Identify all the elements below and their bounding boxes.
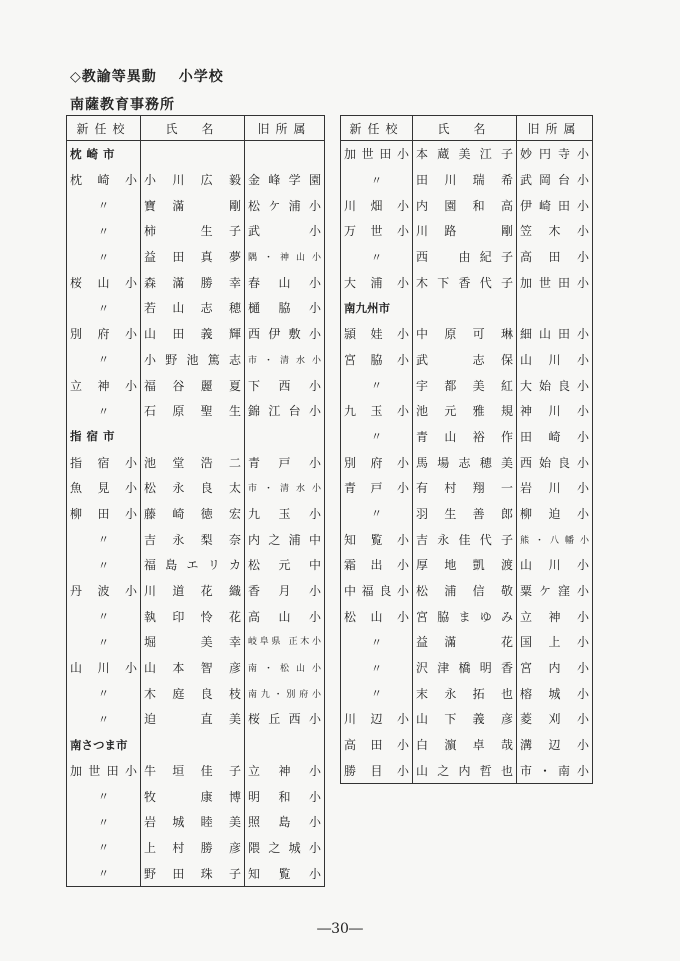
table-header-row <box>67 116 325 141</box>
school-cell: 〃 <box>341 501 413 527</box>
school-cell: 〃 <box>341 680 413 706</box>
school-cell: 〃 <box>67 783 141 809</box>
table-row <box>67 192 325 218</box>
teacher-name-cell: 沢津橋明香 <box>413 655 517 681</box>
previous-post-cell: 内之浦中 <box>248 532 321 547</box>
table-row <box>67 475 325 501</box>
teacher-name-cell: 松永良太 <box>141 475 245 501</box>
previous-post-cell: 西伊敷小 <box>248 327 321 342</box>
previous-post-cell: 松ケ浦小 <box>248 198 321 213</box>
teacher-name-cell: 松浦信敬 <box>413 578 517 604</box>
table-row <box>341 192 593 218</box>
previous-post-cell: 知覧小 <box>248 866 321 881</box>
table-row <box>67 372 325 398</box>
previous-post-cell: 山川小 <box>520 558 589 573</box>
previous-post-cell: 下西小 <box>248 378 321 393</box>
teacher-name-cell: 池堂浩二 <box>141 449 245 475</box>
table-row <box>341 141 593 167</box>
previous-post-cell: 国上小 <box>520 635 589 650</box>
previous-post-cell: 春山小 <box>248 275 321 290</box>
teacher-name-cell: 末永拓也 <box>413 680 517 706</box>
table-row <box>341 218 593 244</box>
empty-cell <box>245 732 325 758</box>
previous-post-cell: 香月小 <box>248 584 321 599</box>
teacher-name-cell: 牛垣佳子 <box>141 758 245 784</box>
empty-cell <box>141 424 245 450</box>
empty-cell <box>245 141 325 167</box>
table-row <box>67 218 325 244</box>
table-row <box>341 680 593 706</box>
previous-post-cell: 桜丘西小 <box>248 712 321 727</box>
previous-post-cell: 粟ケ窪小 <box>520 584 589 599</box>
previous-post-cell: 岩川小 <box>520 481 589 496</box>
teacher-name-cell: 木下香代子 <box>413 269 517 295</box>
school-cell: 勝目小 <box>341 758 413 784</box>
teacher-name-cell: 益滿 花 <box>413 629 517 655</box>
section-heading <box>70 66 224 86</box>
school-cell: 九玉小 <box>341 398 413 424</box>
teacher-name-cell: 石原聖生 <box>141 398 245 424</box>
table-row <box>67 835 325 861</box>
city-label: 枕崎市 <box>67 141 141 167</box>
previous-post-cell: 細山田小 <box>520 327 589 342</box>
teacher-name-cell: 森滿勝幸 <box>141 269 245 295</box>
table-row <box>67 501 325 527</box>
school-cell: 〃 <box>67 680 141 706</box>
teacher-name-cell: 牧 康博 <box>141 783 245 809</box>
teacher-name-cell: 山本智彦 <box>141 655 245 681</box>
school-cell: 〃 <box>67 860 141 886</box>
previous-post-cell: 神川小 <box>520 404 589 419</box>
school-cell: 〃 <box>67 526 141 552</box>
empty-cell <box>517 295 593 321</box>
school-cell: 〃 <box>341 372 413 398</box>
school-cell: 立神小 <box>67 372 141 398</box>
table-row <box>341 244 593 270</box>
school-cell: 〃 <box>341 244 413 270</box>
table-row <box>341 732 593 758</box>
school-cell: 〃 <box>67 218 141 244</box>
table-row <box>67 860 325 886</box>
previous-post-cell: 田崎小 <box>520 429 589 444</box>
table-row <box>341 424 593 450</box>
school-cell: 〃 <box>341 655 413 681</box>
column-header-school: 新任校 <box>67 116 141 141</box>
teacher-name-cell: 山之内哲也 <box>413 758 517 784</box>
table-row <box>341 167 593 193</box>
column-header-prev: 旧所属 <box>517 116 593 141</box>
previous-post-cell: 錦江台小 <box>248 404 321 419</box>
right-roster-table <box>340 115 593 784</box>
teacher-name-cell: 内園和高 <box>413 192 517 218</box>
previous-post-cell: 加世田小 <box>520 275 589 290</box>
school-cell: 川辺小 <box>341 706 413 732</box>
teacher-name-cell: 本蔵美江子 <box>413 141 517 167</box>
table-row <box>341 758 593 784</box>
teacher-name-cell: 藤崎徳宏 <box>141 501 245 527</box>
table-row <box>341 321 593 347</box>
teacher-name-cell: 小野池篤志 <box>141 347 245 373</box>
previous-post-cell: 山川小 <box>520 352 589 367</box>
table-row <box>341 552 593 578</box>
teacher-name-cell: 西 由紀子 <box>413 244 517 270</box>
previous-post-cell: 立神小 <box>520 609 589 624</box>
school-cell: 枕崎小 <box>67 167 141 193</box>
school-cell: 〃 <box>67 398 141 424</box>
table-row <box>67 526 325 552</box>
previous-post-cell: 金峰学園 <box>248 173 321 188</box>
teacher-name-cell: 吉永梨奈 <box>141 526 245 552</box>
teacher-name-cell: 小川広毅 <box>141 167 245 193</box>
city-group-row <box>67 732 325 758</box>
left-roster-body <box>67 141 325 887</box>
teacher-name-cell: 中原可琳 <box>413 321 517 347</box>
teacher-name-cell: 若山志穂 <box>141 295 245 321</box>
left-roster-table <box>66 115 325 887</box>
teacher-name-cell: 福島エリカ <box>141 552 245 578</box>
table-row <box>341 347 593 373</box>
previous-post-cell: 南九・別府小 <box>248 689 321 700</box>
table-row <box>67 603 325 629</box>
previous-post-cell: 武岡台小 <box>520 173 589 188</box>
teacher-name-cell: 寶滿 剛 <box>141 192 245 218</box>
school-cell: 松山小 <box>341 603 413 629</box>
previous-post-cell: 熊・八幡小 <box>520 535 589 546</box>
school-cell: 頴娃小 <box>341 321 413 347</box>
school-cell: 山川小 <box>67 655 141 681</box>
school-cell: 大浦小 <box>341 269 413 295</box>
previous-post-cell: 市・清水小 <box>248 355 321 366</box>
table-row <box>67 655 325 681</box>
table-row <box>341 603 593 629</box>
previous-post-cell: 菱刈小 <box>520 712 589 727</box>
teacher-name-cell: 木庭良枝 <box>141 680 245 706</box>
school-cell: 青戸小 <box>341 475 413 501</box>
column-header-prev: 旧所属 <box>245 116 325 141</box>
teacher-name-cell: 厚地凱渡 <box>413 552 517 578</box>
table-row <box>67 706 325 732</box>
school-cell: 指宿小 <box>67 449 141 475</box>
previous-post-cell: 榕城小 <box>520 686 589 701</box>
school-cell: 加世田小 <box>67 758 141 784</box>
school-cell: 〃 <box>341 167 413 193</box>
previous-post-cell: 隅・神山小 <box>248 253 321 264</box>
table-row <box>341 269 593 295</box>
table-row <box>67 449 325 475</box>
right-roster-body <box>341 141 593 784</box>
previous-post-cell: 青戸小 <box>248 455 321 470</box>
teacher-name-cell: 宮脇まゆみ <box>413 603 517 629</box>
table-row <box>341 372 593 398</box>
teacher-name-cell: 福谷麗夏 <box>141 372 245 398</box>
table-header-row <box>341 116 593 141</box>
previous-post-cell: 岐阜県 正木小 <box>248 636 321 647</box>
table-row <box>67 269 325 295</box>
previous-post-cell: 大始良小 <box>520 378 589 393</box>
table-row <box>67 758 325 784</box>
school-cell: 〃 <box>67 809 141 835</box>
school-cell: 別府小 <box>341 449 413 475</box>
teacher-name-cell: 岩城睦美 <box>141 809 245 835</box>
school-cell: 〃 <box>67 347 141 373</box>
school-cell: 〃 <box>67 192 141 218</box>
city-group-row <box>341 295 593 321</box>
city-label: 南さつま市 <box>67 732 141 758</box>
previous-post-cell: 南・松山小 <box>248 664 321 675</box>
previous-post-cell: 伊崎田小 <box>520 198 589 213</box>
city-label: 南九州市 <box>341 295 413 321</box>
school-cell: 加世田小 <box>341 141 413 167</box>
school-cell: 〃 <box>67 629 141 655</box>
teacher-name-cell: 山田義輝 <box>141 321 245 347</box>
office-title: 南薩教育事務所 <box>70 97 175 113</box>
table-row <box>341 398 593 424</box>
table-row <box>67 809 325 835</box>
empty-cell <box>141 141 245 167</box>
previous-post-cell: 笠木小 <box>520 224 589 239</box>
heading-sub: 小学校 <box>178 69 224 85</box>
teacher-name-cell: 益田真夢 <box>141 244 245 270</box>
previous-post-cell: 樋脇小 <box>248 301 321 316</box>
previous-post-cell: 立神小 <box>248 763 321 778</box>
teacher-name-cell: 青山裕作 <box>413 424 517 450</box>
school-cell: 丹波小 <box>67 578 141 604</box>
teacher-name-cell: 執印怜花 <box>141 603 245 629</box>
school-cell: 川畑小 <box>341 192 413 218</box>
empty-cell <box>245 424 325 450</box>
school-cell: 別府小 <box>67 321 141 347</box>
previous-post-cell: 松元中 <box>248 558 321 573</box>
teacher-name-cell: 堀 美幸 <box>141 629 245 655</box>
previous-post-cell: 九玉小 <box>248 506 321 521</box>
teacher-name-cell: 池元雅規 <box>413 398 517 424</box>
teacher-name-cell: 柿 生子 <box>141 218 245 244</box>
school-cell: 知覧小 <box>341 526 413 552</box>
teacher-name-cell: 武 志保 <box>413 347 517 373</box>
teacher-name-cell: 吉永佳代子 <box>413 526 517 552</box>
table-row <box>67 552 325 578</box>
teacher-name-cell: 馬場志穂美 <box>413 449 517 475</box>
school-cell: 〃 <box>341 629 413 655</box>
page-number: ―30― <box>317 921 363 937</box>
school-cell: 桜山小 <box>67 269 141 295</box>
school-cell: 〃 <box>67 552 141 578</box>
city-group-row <box>67 141 325 167</box>
teacher-name-cell: 野田珠子 <box>141 860 245 886</box>
previous-post-cell: 高山小 <box>248 609 321 624</box>
column-header-name: 氏 名 <box>413 116 517 141</box>
previous-post-cell: 西始良小 <box>520 455 589 470</box>
table-row <box>67 783 325 809</box>
table-row <box>67 629 325 655</box>
school-cell: 〃 <box>67 835 141 861</box>
previous-post-cell: 溝辺小 <box>520 738 589 753</box>
previous-post-cell: 妙円寺小 <box>520 147 589 162</box>
previous-post-cell: 宮内小 <box>520 661 589 676</box>
previous-post-cell: 市・南小 <box>520 763 589 778</box>
table-row <box>67 295 325 321</box>
previous-post-cell: 柳迫小 <box>520 506 589 521</box>
teacher-name-cell: 山下義彦 <box>413 706 517 732</box>
school-cell: 柳田小 <box>67 501 141 527</box>
school-cell: 〃 <box>67 244 141 270</box>
previous-post-cell: 市・清水小 <box>248 484 321 495</box>
school-cell: 高田小 <box>341 732 413 758</box>
school-cell: 霜出小 <box>341 552 413 578</box>
teacher-name-cell: 宇都美紅 <box>413 372 517 398</box>
table-row <box>341 501 593 527</box>
teacher-name-cell: 上村勝彦 <box>141 835 245 861</box>
teacher-name-cell: 川路 剛 <box>413 218 517 244</box>
table-row <box>341 475 593 501</box>
table-row <box>341 578 593 604</box>
heading-main: ◇教諭等異動 <box>70 69 157 85</box>
teacher-name-cell: 羽生善郎 <box>413 501 517 527</box>
school-cell: 〃 <box>67 706 141 732</box>
previous-post-cell: 武 小 <box>248 224 321 239</box>
table-row <box>341 449 593 475</box>
table-row <box>67 244 325 270</box>
table-row <box>341 526 593 552</box>
empty-cell <box>413 295 517 321</box>
city-label: 指宿市 <box>67 424 141 450</box>
teacher-name-cell: 川道花織 <box>141 578 245 604</box>
table-row <box>67 321 325 347</box>
table-row <box>341 629 593 655</box>
school-cell: 万世小 <box>341 218 413 244</box>
table-row <box>67 680 325 706</box>
table-row <box>67 347 325 373</box>
table-row <box>341 655 593 681</box>
previous-post-cell: 照島小 <box>248 815 321 830</box>
school-cell: 〃 <box>67 603 141 629</box>
school-cell: 魚見小 <box>67 475 141 501</box>
column-header-name: 氏 名 <box>141 116 245 141</box>
previous-post-cell: 隈之城小 <box>248 840 321 855</box>
previous-post-cell: 高田小 <box>520 250 589 265</box>
table-row <box>341 706 593 732</box>
table-row <box>67 578 325 604</box>
school-cell: 〃 <box>67 295 141 321</box>
teacher-name-cell: 白濵卓哉 <box>413 732 517 758</box>
school-cell: 〃 <box>341 424 413 450</box>
school-cell: 宮脇小 <box>341 347 413 373</box>
table-row <box>67 167 325 193</box>
table-row <box>67 398 325 424</box>
empty-cell <box>141 732 245 758</box>
previous-post-cell: 明和小 <box>248 789 321 804</box>
teacher-name-cell: 田川瑞希 <box>413 167 517 193</box>
teacher-name-cell: 迫 直美 <box>141 706 245 732</box>
column-header-school: 新任校 <box>341 116 413 141</box>
city-group-row <box>67 424 325 450</box>
teacher-name-cell: 有村翔一 <box>413 475 517 501</box>
school-cell: 中福良小 <box>341 578 413 604</box>
